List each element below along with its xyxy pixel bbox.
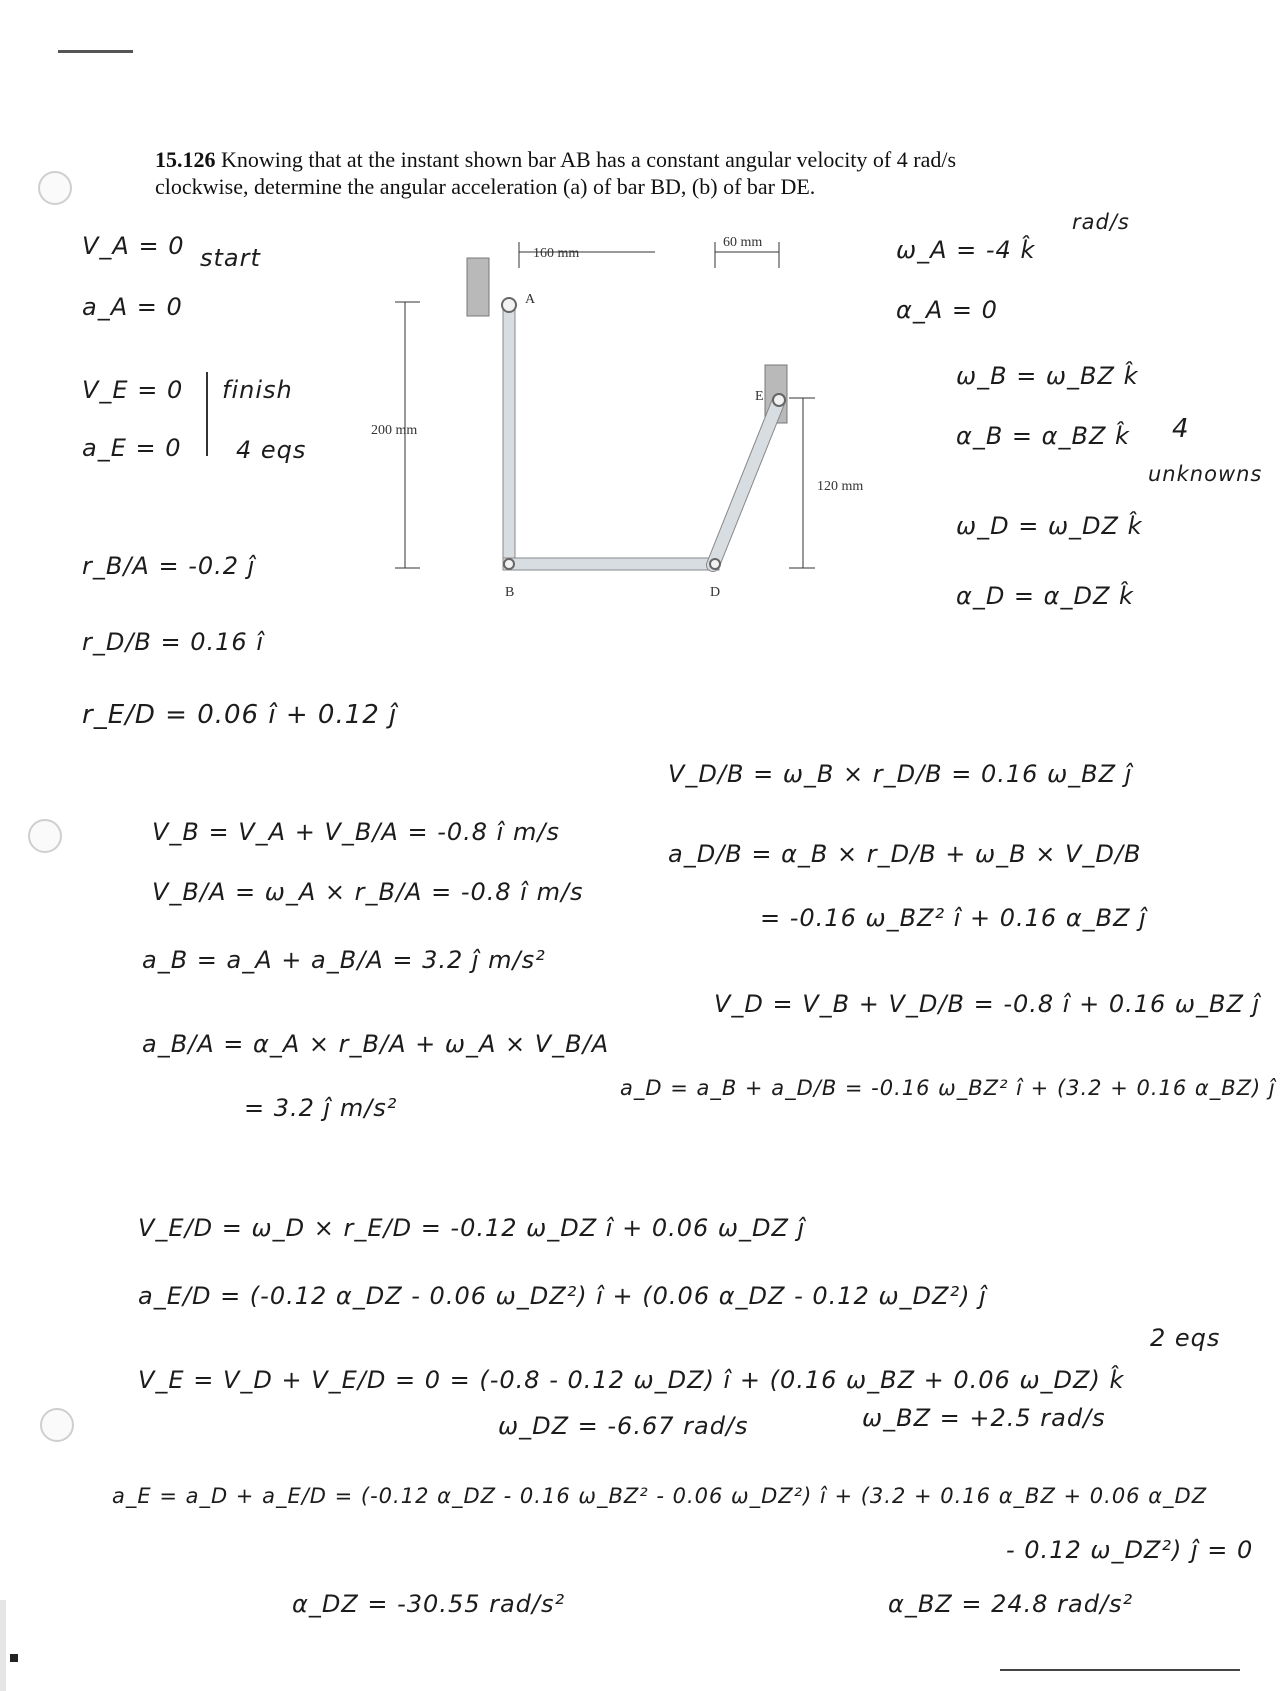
top-rule	[58, 50, 133, 53]
bottom-rule	[1000, 1669, 1240, 1671]
label-a: A	[525, 292, 536, 307]
note-aa: a_A = 0	[82, 293, 183, 321]
note-4: 4	[1172, 414, 1190, 444]
dim-60-label: 60 mm	[723, 235, 763, 250]
eq-ae: a_E = a_D + a_E/D = (-0.12 α_DZ - 0.16 ω_BZ² - 0.06 ω_DZ²) î + (3.2 + 0.16 α_BZ + 0.06 α_DZ	[112, 1484, 1208, 1508]
note-rdb: r_D/B = 0.16 î	[82, 628, 264, 656]
note-rba: r_B/A = -0.2 ĵ	[82, 552, 256, 580]
punch-hole	[40, 1408, 74, 1442]
problem-statement	[155, 146, 1085, 200]
label-e: E	[755, 389, 764, 404]
result-adz: α_DZ = -30.55 rad/s²	[292, 1590, 566, 1618]
note-wa: ω_A = -4 k̂	[896, 236, 1036, 264]
punch-hole	[38, 171, 72, 205]
eq-aba: a_B/A = α_A × r_B/A + ω_A × V_B/A	[142, 1030, 610, 1058]
eq-vb: V_B = V_A + V_B/A = -0.8 î m/s	[152, 818, 560, 846]
eq-vdb: V_D/B = ω_B × r_D/B = 0.16 ω_BZ ĵ	[668, 760, 1133, 788]
result-abz: α_BZ = 24.8 rad/s²	[888, 1590, 1134, 1618]
problem-text-line2: clockwise, determine the angular acceleration (a) of bar BD, (b) of bar DE.	[155, 174, 816, 199]
note-ae: a_E = 0	[82, 434, 182, 462]
eq-ae-cont: - 0.12 ω_DZ²) ĵ = 0	[1006, 1536, 1254, 1564]
scan-mark	[10, 1654, 18, 1662]
pin-d	[710, 559, 720, 569]
note-unknowns: unknowns	[1148, 462, 1263, 486]
note-finish: finish	[222, 376, 293, 404]
note-wd: ω_D = ω_DZ k̂	[956, 512, 1143, 540]
dim-200-label: 200 mm	[371, 423, 418, 438]
eq-vba: V_B/A = ω_A × r_B/A = -0.8 î m/s	[152, 878, 584, 906]
eq-ved: V_E/D = ω_D × r_E/D = -0.12 ω_DZ î + 0.06 ω_DZ ĵ	[138, 1214, 806, 1242]
eq-adb-result: = -0.16 ω_BZ² î + 0.16 α_BZ ĵ	[760, 904, 1147, 932]
punch-hole	[28, 819, 62, 853]
pin-a	[502, 298, 516, 312]
eq-ab: a_B = a_A + a_B/A = 3.2 ĵ m/s²	[142, 946, 546, 974]
bar-bd	[503, 558, 719, 570]
note-alpha-a: α_A = 0	[896, 296, 998, 324]
eq-ve: V_E = V_D + V_E/D = 0 = (-0.8 - 0.12 ω_DZ) î + (0.16 ω_BZ + 0.06 ω_DZ) k̂	[138, 1366, 1125, 1394]
eq-aed: a_E/D = (-0.12 α_DZ - 0.06 ω_DZ²) î + (0.06 α_DZ - 0.12 ω_DZ²) ĵ	[138, 1282, 987, 1310]
wall-support-a	[467, 258, 489, 316]
note-alpha-b: α_B = α_BZ k̂	[956, 422, 1130, 450]
pin-e	[773, 394, 785, 406]
label-b: B	[505, 585, 515, 600]
problem-text-line1: Knowing that at the instant shown bar AB has a constant angular velocity of 4 rad/s	[221, 147, 957, 172]
note-ve: V_E = 0	[82, 376, 184, 404]
note-2eqs: 2 eqs	[1150, 1324, 1221, 1352]
eq-vd: V_D = V_B + V_D/B = -0.8 î + 0.16 ω_BZ ĵ	[714, 990, 1261, 1018]
note-red: r_E/D = 0.06 î + 0.12 ĵ	[82, 700, 398, 730]
problem-number: 15.126	[155, 147, 216, 172]
bar-ab	[503, 305, 515, 570]
dim-160-label: 160 mm	[533, 246, 580, 261]
brace	[198, 372, 208, 456]
note-wb: ω_B = ω_BZ k̂	[956, 362, 1139, 390]
eq-aba-result: = 3.2 ĵ m/s²	[244, 1094, 398, 1122]
pin-b	[504, 559, 514, 569]
label-d: D	[710, 585, 721, 600]
eq-adb: a_D/B = α_B × r_D/B + ω_B × V_D/B	[668, 840, 1142, 868]
mechanism-figure	[371, 235, 865, 650]
note-start: start	[200, 244, 261, 272]
eq-ad: a_D = a_B + a_D/B = -0.16 ω_BZ² î + (3.2 + 0.16 α_BZ) ĵ	[620, 1076, 1276, 1100]
dim-120-label: 120 mm	[817, 479, 864, 494]
dimension-lines	[395, 242, 815, 568]
note-va: V_A = 0	[82, 232, 185, 260]
scan-edge	[0, 1600, 6, 1691]
result-wdz: ω_DZ = -6.67 rad/s	[498, 1412, 749, 1440]
note-alpha-d: α_D = α_DZ k̂	[956, 582, 1134, 610]
result-wbz: ω_BZ = +2.5 rad/s	[862, 1404, 1106, 1432]
note-4eqs: 4 eqs	[236, 436, 307, 464]
note-rads: rad/s	[1072, 210, 1130, 234]
